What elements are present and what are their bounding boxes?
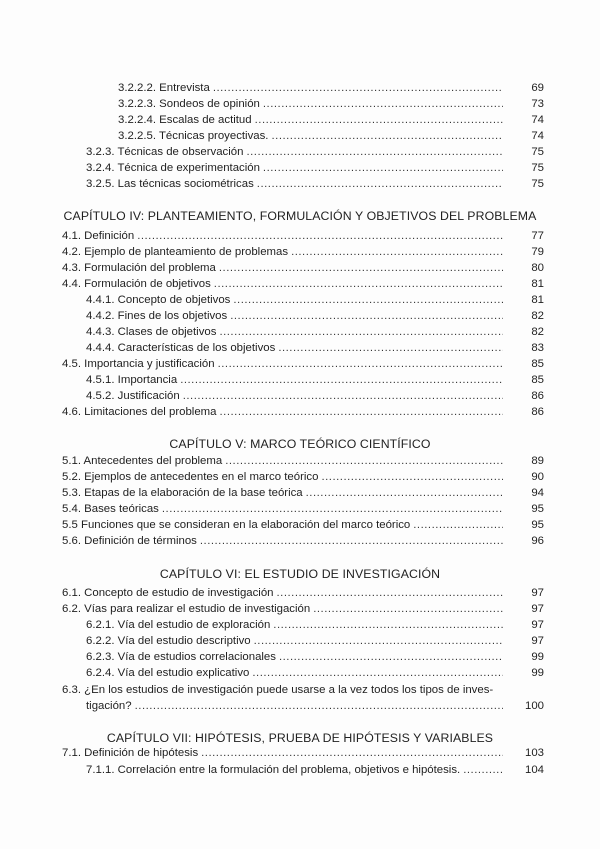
leader-dots [233, 292, 503, 308]
toc-entry-page: 99 [531, 651, 544, 663]
toc-entry-label: 5.2. Ejemplos de antecedentes en el marco teórico [62, 471, 319, 483]
toc-entry [0, 228, 600, 244]
toc-entry [0, 260, 600, 276]
leader-dots [271, 128, 503, 144]
toc-entry [0, 112, 600, 128]
toc-entry-label: 4.6. Limitaciones del problema [62, 406, 217, 418]
toc-entry-label: 5.5 Funciones que se consideran en la elaboración del marco teórico [62, 519, 411, 531]
toc-entry [0, 517, 600, 533]
toc-entry-page: 85 [531, 358, 544, 370]
toc-entry-multiline-second [0, 698, 600, 714]
toc-entry-page: 100 [524, 700, 544, 712]
toc-entry-page: 95 [531, 519, 544, 531]
toc-entry-label: 5.3. Etapas de la elaboración de la base teórica [62, 487, 303, 499]
toc-entry-label: 4.4.3. Clases de objetivos [86, 326, 217, 338]
toc-entry [0, 469, 600, 485]
leader-dots [230, 308, 503, 324]
chapter-heading: CAPÍTULO V: MARCO TEÓRICO CIENTÍFICO [169, 437, 431, 451]
toc-entry-page: 83 [531, 342, 544, 354]
toc-entry-label: 6.1. Concepto de estudio de investigación [62, 587, 274, 599]
toc-entry-label: 6.2.1. Vía del estudio de exploración [86, 619, 271, 631]
toc-entry [0, 617, 600, 633]
toc-entry [0, 356, 600, 372]
toc-entry-page: 97 [531, 619, 544, 631]
leader-dots [135, 698, 503, 714]
toc-entry-page: 81 [531, 294, 544, 306]
leader-dots [291, 244, 503, 260]
leader-dots [277, 585, 503, 601]
toc-entry-page: 77 [531, 230, 544, 242]
leader-dots [254, 633, 503, 649]
toc-entry-page: 75 [531, 162, 544, 174]
toc-entry [0, 585, 600, 601]
leader-dots [278, 340, 503, 356]
leader-dots [201, 745, 503, 761]
toc-entry-label: 7.1. Definición de hipótesis [62, 747, 199, 759]
leader-dots [137, 228, 503, 244]
leader-dots [263, 160, 503, 176]
toc-entry-label: 6.3. ¿En los estudios de investigación puede usarse a la vez todos los tipos de inves- [62, 684, 494, 696]
toc-entry [0, 533, 600, 549]
toc-entry-label: 5.6. Definición de términos [62, 535, 197, 547]
toc-entry [0, 96, 600, 112]
toc-entry-page: 96 [531, 535, 544, 547]
leader-dots [279, 649, 503, 665]
toc-entry-label: 4.4. Formulación de objetivos [62, 278, 211, 290]
leader-dots [321, 469, 503, 485]
toc-entry [0, 745, 600, 761]
chapter-heading: CAPÍTULO VI: EL ESTUDIO DE INVESTIGACIÓN [159, 567, 441, 581]
toc-entry-label: 4.2. Ejemplo de planteamiento de problemas [62, 246, 289, 258]
toc-entry-page: 75 [531, 178, 544, 190]
toc-entry-label: 4.5. Importancia y justificación [62, 358, 215, 370]
toc-entry-label: 4.4.4. Características de los objetivos [86, 342, 276, 354]
chapter-heading: CAPÍTULO IV: PLANTEAMIENTO, FORMULACIÓN Y OBJETIVOS DEL PROBLEMA [63, 209, 537, 223]
toc-entry-page: 79 [531, 246, 544, 258]
leader-dots [263, 96, 503, 112]
toc-entry [0, 649, 600, 665]
toc-entry-page: 86 [531, 390, 544, 402]
toc-entry [0, 276, 600, 292]
toc-entry-label: 3.2.5. Las técnicas sociométricas [86, 178, 254, 190]
toc-entry-page: 82 [531, 326, 544, 338]
leader-dots [183, 388, 503, 404]
toc-entry-page: 74 [531, 130, 544, 142]
toc-entry [0, 501, 600, 517]
toc-entry [0, 404, 600, 420]
toc-entry-page: 104 [524, 764, 544, 776]
leader-dots [413, 517, 503, 533]
toc-entry-label: 6.2. Vías para realizar el estudio de investigación [62, 603, 311, 615]
toc-entry [0, 372, 600, 388]
leader-dots [200, 533, 503, 549]
toc-entry [0, 128, 600, 144]
toc-entry-label: 6.2.4. Vía del estudio explicativo [86, 667, 250, 679]
toc-entry-label: 3.2.2.5. Técnicas proyectivas. [118, 130, 269, 142]
toc-entry [0, 665, 600, 681]
leader-dots [313, 601, 503, 617]
leader-dots [180, 372, 503, 388]
toc-entry-page: 99 [531, 667, 544, 679]
toc-entry-page: 97 [531, 635, 544, 647]
leader-dots [219, 260, 503, 276]
toc-entry [0, 453, 600, 469]
toc-entry [0, 601, 600, 617]
chapter-heading: CAPÍTULO VII: HIPÓTESIS, PRUEBA DE HIPÓTESIS Y VARIABLES [106, 731, 494, 745]
leader-dots [213, 80, 503, 96]
toc-entry [0, 244, 600, 260]
toc-entry [0, 633, 600, 649]
leader-dots [252, 665, 503, 681]
toc-entry-label: 4.5.2. Justificación [86, 390, 180, 402]
toc-entry-label: 4.3. Formulación del problema [62, 262, 216, 274]
leader-dots [463, 762, 503, 778]
leader-dots [220, 404, 504, 420]
toc-entry-label: 4.5.1. Importancia [86, 374, 178, 386]
toc-entry-label: 4.4.2. Fines de los objetivos [86, 310, 228, 322]
toc-entry [0, 176, 600, 192]
toc-entry-label: 7.1.1. Correlación entre la formulación del problema, objetivos e hipótesis. [86, 764, 461, 776]
toc-entry-label: 3.2.3. Técnicas de observación [86, 146, 244, 158]
toc-entry-label: 3.2.2.3. Sondeos de opinión [118, 98, 260, 110]
toc-entry-page: 85 [531, 374, 544, 386]
toc-entry-page: 86 [531, 406, 544, 418]
toc-entry [0, 762, 600, 778]
toc-entry-label: 3.2.4. Técnica de experimentación [86, 162, 260, 174]
toc-entry-page: 82 [531, 310, 544, 322]
leader-dots [162, 501, 503, 517]
toc-entry-label: 5.1. Antecedentes del problema [62, 455, 223, 467]
toc-entry-page: 75 [531, 146, 544, 158]
toc-entry [0, 340, 600, 356]
toc-entry [0, 388, 600, 404]
toc-entry-label: 4.4.1. Concepto de objetivos [86, 294, 231, 306]
toc-entry-page: 80 [531, 262, 544, 274]
toc-entry-multiline-first [0, 682, 600, 698]
toc-entry-label: 3.2.2.2. Entrevista [118, 82, 210, 94]
leader-dots [255, 112, 503, 128]
leader-dots [273, 617, 503, 633]
toc-entry [0, 160, 600, 176]
toc-entry [0, 308, 600, 324]
toc-entry [0, 80, 600, 96]
leader-dots [219, 324, 503, 340]
toc-entry-page: 97 [531, 603, 544, 615]
toc-entry-page: 90 [531, 471, 544, 483]
toc-entry-page: 94 [531, 487, 544, 499]
toc-entry-page: 97 [531, 587, 544, 599]
leader-dots [257, 176, 503, 192]
toc-entry [0, 485, 600, 501]
toc-entry [0, 324, 600, 340]
toc-entry-page: 95 [531, 503, 544, 515]
toc-entry-label: 3.2.2.4. Escalas de actitud [118, 114, 252, 126]
toc-entry-page: 69 [531, 82, 544, 94]
toc-entry-page: 74 [531, 114, 544, 126]
toc-entry-page: 103 [524, 747, 544, 759]
leader-dots [306, 485, 503, 501]
leader-dots [225, 453, 503, 469]
toc-entry-page: 73 [531, 98, 544, 110]
toc-entry [0, 292, 600, 308]
leader-dots [214, 276, 503, 292]
leader-dots [218, 356, 503, 372]
toc-entry-page: 89 [531, 455, 544, 467]
toc-entry-page: 81 [531, 278, 544, 290]
toc-entry-label: 6.2.3. Vía de estudios correlacionales [86, 651, 276, 663]
toc-entry-label: 6.2.2. Vía del estudio descriptivo [86, 635, 251, 647]
toc-entry-label: tigación? [86, 700, 132, 712]
toc-entry-label: 4.1. Definición [62, 230, 135, 242]
toc-entry [0, 144, 600, 160]
leader-dots [246, 144, 503, 160]
toc-entry-label: 5.4. Bases teóricas [62, 503, 159, 515]
